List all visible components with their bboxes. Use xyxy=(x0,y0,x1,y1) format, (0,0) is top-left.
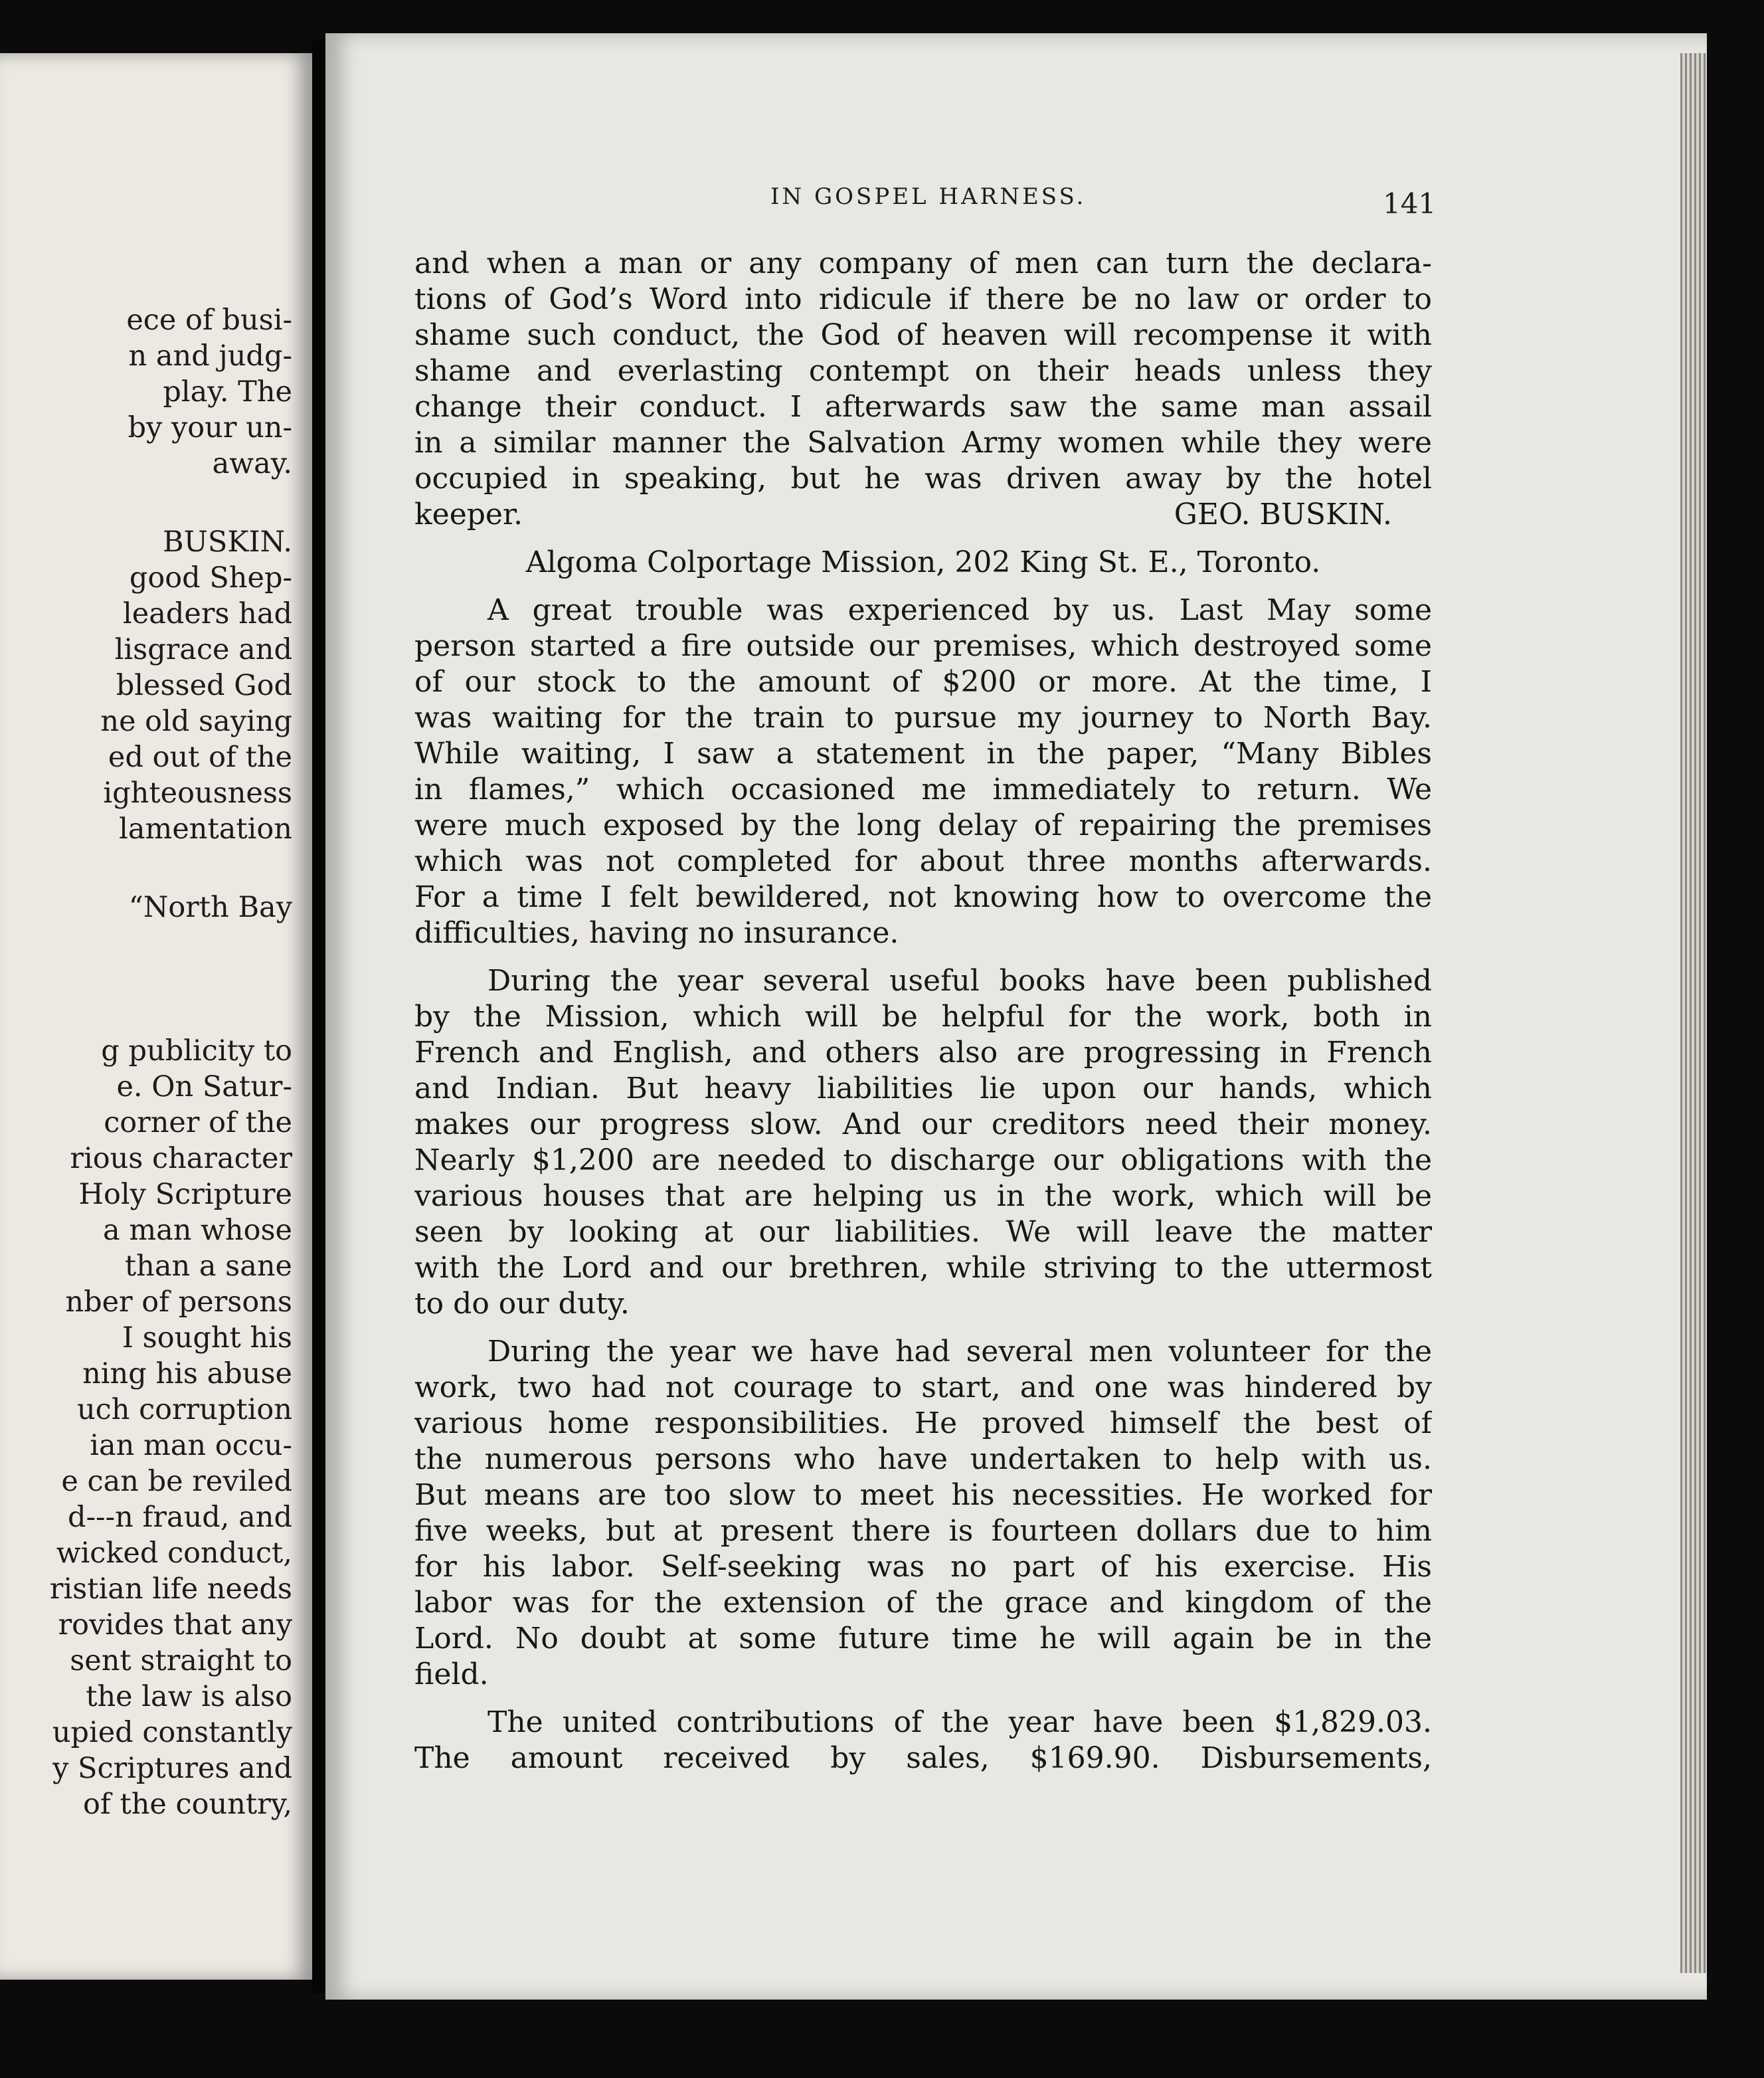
facing-page-line: away. xyxy=(212,447,292,480)
text-line: and when a man or any company of men can turn the declara- xyxy=(414,246,1432,280)
text-line: But means are too slow to meet his necessities. He worked for xyxy=(414,1478,1432,1512)
facing-page-line: of the country, xyxy=(82,1788,292,1821)
page-number: 141 xyxy=(1383,187,1437,220)
text-line: was waiting for the train to pursue my journey to North Bay. xyxy=(414,701,1432,735)
facing-page-line: y Scriptures and xyxy=(52,1752,292,1785)
book-gutter xyxy=(312,40,325,1993)
text-line: The amount received by sales, $169.90. Disbursements, xyxy=(414,1741,1432,1775)
text-line: French and English, and others also are progressing in French xyxy=(414,1036,1432,1070)
facing-page-line: rious character xyxy=(70,1142,292,1175)
running-head: IN GOSPEL HARNESS. xyxy=(770,183,1087,210)
facing-page-line: upied constantly xyxy=(52,1716,292,1749)
facing-page-line: than a sane xyxy=(124,1250,292,1283)
facing-page-line: “North Bay xyxy=(128,891,292,924)
facing-page-line: d---n fraud, and xyxy=(68,1501,292,1534)
text-line: and Indian. But heavy liabilities lie upon our hands, which xyxy=(414,1072,1432,1105)
text-line: to do our duty. xyxy=(414,1287,630,1321)
continued-paragraph xyxy=(414,246,1432,533)
facing-page-line: nber of persons xyxy=(65,1285,292,1319)
paragraph xyxy=(414,1705,1432,1776)
text-line: occupied in speaking, but he was driven away by the hotel xyxy=(414,462,1432,496)
text-line: shame such conduct, the God of heaven will recompense it with xyxy=(414,318,1432,352)
facing-page-line: I sought his xyxy=(122,1321,292,1355)
text-line: which was not completed for about three months afterwards. xyxy=(414,844,1432,878)
facing-page-line: blessed God xyxy=(116,669,292,702)
text-line: labor was for the extension of the grace and kingdom of the xyxy=(414,1586,1432,1620)
text-line: Nearly $1,200 are needed to discharge our obligations with the xyxy=(414,1143,1432,1177)
facing-page-line: e can be reviled xyxy=(61,1465,292,1498)
facing-page-line: the law is also xyxy=(86,1680,292,1713)
paragraph xyxy=(414,963,1432,1322)
paragraph xyxy=(414,1334,1432,1693)
text-line: The united contributions of the year have been $1,829.03. xyxy=(487,1705,1432,1739)
text-line: shame and everlasting contempt on their heads unless they xyxy=(414,354,1432,388)
facing-page-line: a man whose xyxy=(103,1214,292,1247)
facing-page-line: ian man occu- xyxy=(90,1429,292,1462)
text-line: change their conduct. I afterwards saw the same man assail xyxy=(414,390,1432,424)
facing-page-line: good Shep- xyxy=(129,561,292,595)
facing-page-line: corner of the xyxy=(104,1106,292,1139)
text-line: work, two had not courage to start, and one was hindered by xyxy=(414,1370,1432,1404)
text-line: in flames,” which occasioned me immediately to return. We xyxy=(414,773,1432,806)
text-line: five weeks, but at present there is fourteen dollars due to him xyxy=(414,1514,1432,1548)
text-line: During the year several useful books have been published xyxy=(487,964,1432,998)
facing-page-line: uch corruption xyxy=(76,1393,292,1426)
text-line: with the Lord and our brethren, while striving to the uttermost xyxy=(414,1251,1432,1285)
facing-page-line: ning his abuse xyxy=(82,1357,292,1390)
facing-page-line: sent straight to xyxy=(70,1644,292,1677)
facing-page-line: rovides that any xyxy=(58,1608,292,1642)
text-line: makes our progress slow. And our creditors need their money. xyxy=(414,1107,1432,1141)
text-line: While waiting, I saw a statement in the paper, “Many Bibles xyxy=(414,737,1432,771)
facing-page-line: by your un- xyxy=(128,411,292,444)
text-line: of our stock to the amount of $200 or more. At the time, I xyxy=(414,665,1432,699)
text-line: the numerous persons who have undertaken to help with us. xyxy=(414,1442,1432,1476)
text-line: for his labor. Self-seeking was no part of his exercise. His xyxy=(414,1550,1432,1584)
text-line: difficulties, having no insurance. xyxy=(414,916,899,950)
text-line: keeper. xyxy=(414,498,523,531)
page-edge xyxy=(1680,53,1707,1973)
page-body xyxy=(414,246,1432,1776)
facing-page-line: n and judg- xyxy=(128,339,292,373)
text-line: person started a fire outside our premises, which destroyed some xyxy=(414,629,1432,663)
text-line: A great trouble was experienced by us. Last May some xyxy=(487,593,1432,627)
paragraph xyxy=(414,593,1432,951)
facing-page-line: wicked conduct, xyxy=(56,1537,292,1570)
text-line: seen by looking at our liabilities. We will leave the matter xyxy=(414,1215,1432,1249)
text-line: in a similar manner the Salvation Army women while they were xyxy=(414,426,1432,460)
text-line: Lord. No doubt at some future time he will again be in the xyxy=(414,1622,1432,1655)
text-line: various houses that are helping us in the work, which will be xyxy=(414,1179,1432,1213)
facing-page-line: ighteousness xyxy=(103,777,292,810)
text-line: tions of God’s Word into ridicule if there be no law or order to xyxy=(414,282,1432,316)
facing-page-line: ece of busi- xyxy=(126,304,292,337)
facing-page-line: play. The xyxy=(163,375,292,409)
text-line: During the year we have had several men volunteer for the xyxy=(487,1335,1432,1369)
facing-page-line: ristian life needs xyxy=(49,1572,292,1606)
facing-page-line: BUSKIN. xyxy=(163,525,292,559)
facing-page-line: Holy Scripture xyxy=(78,1178,292,1211)
facing-page-line: e. On Satur- xyxy=(116,1070,292,1103)
facing-page-line: ne old saying xyxy=(100,705,292,738)
facing-page-left xyxy=(0,53,312,1980)
text-line: field. xyxy=(414,1657,489,1691)
facing-page-line: g publicity to xyxy=(101,1034,292,1068)
text-line: For a time I felt bewildered, not knowing how to overcome the xyxy=(414,880,1432,914)
text-line: by the Mission, which will be helpful for the work, both in xyxy=(414,1000,1432,1034)
facing-page-line: leaders had xyxy=(123,597,292,630)
signature: GEO. BUSKIN. xyxy=(1174,498,1392,531)
text-line: were much exposed by the long delay of repairing the premises xyxy=(414,808,1432,842)
facing-page-line: ed out of the xyxy=(108,741,292,774)
section-heading: Algoma Colportage Mission, 202 King St. E., Toronto. xyxy=(525,545,1321,579)
facing-page-line: lisgrace and xyxy=(114,633,292,666)
text-line: various home responsibilities. He proved himself the best of xyxy=(414,1406,1432,1440)
facing-page-line: lamentation xyxy=(119,812,292,846)
